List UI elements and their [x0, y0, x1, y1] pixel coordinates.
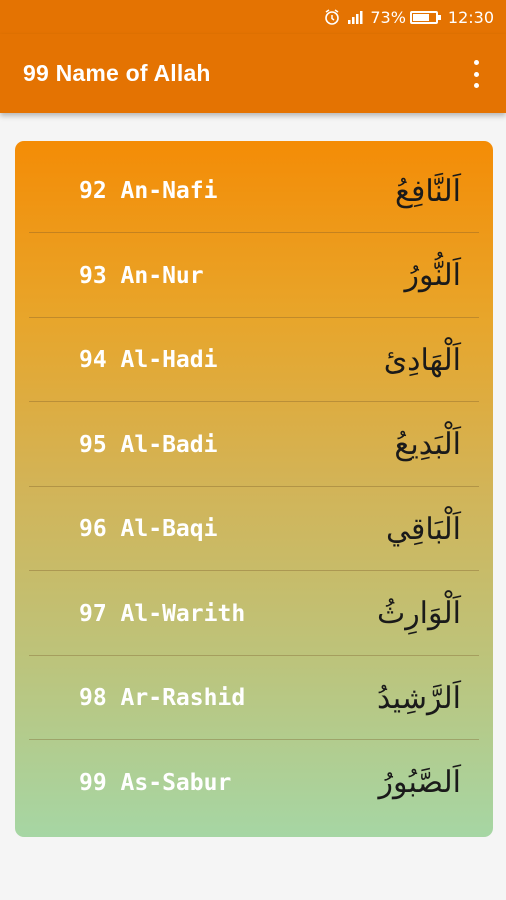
alarm-icon [324, 9, 340, 25]
arabic-name: اَلْبَاقِي [385, 511, 461, 547]
arabic-name: اَلرَّشِيدُ [377, 680, 461, 716]
clock: 12:30 [447, 7, 494, 27]
list-item[interactable] [29, 403, 479, 487]
arabic-name: اَلْبَدِيعُ [394, 427, 461, 462]
list-item[interactable] [29, 318, 479, 402]
app-bar [0, 34, 506, 113]
name-label: 98 Ar-Rashid [79, 685, 246, 711]
name-label: 93 An-Nur [79, 262, 204, 289]
list-item[interactable] [29, 741, 479, 825]
list-item[interactable] [29, 234, 479, 318]
battery-percent: 73% [370, 7, 406, 27]
name-label: 96 Al-Baqi [79, 516, 218, 542]
list-item[interactable] [29, 487, 479, 571]
list-item[interactable] [29, 572, 479, 656]
list-item[interactable] [29, 656, 479, 740]
arabic-name: اَلْهَادِئ [383, 342, 461, 378]
arabic-name: اَلنَّافِعُ [395, 173, 461, 209]
more-vert-icon[interactable] [466, 60, 486, 88]
name-label: 95 Al-Badi [79, 431, 218, 458]
arabic-name: اَلنُّورُ [404, 258, 461, 293]
battery-icon [410, 11, 438, 24]
arabic-name: اَلصَّبُورُ [378, 765, 461, 800]
status-bar [0, 0, 506, 34]
list-item[interactable] [29, 149, 479, 233]
name-label: 97 Al-Warith [79, 600, 246, 627]
names-list-card [15, 141, 493, 837]
name-label: 99 As-Sabur [79, 769, 232, 796]
app-title: 99 Name of Allah [23, 60, 211, 86]
name-label: 92 An-Nafi [79, 178, 218, 204]
arabic-name: اَلْوَارِثُ [376, 596, 461, 631]
name-label: 94 Al-Hadi [79, 347, 218, 373]
signal-icon [346, 9, 366, 25]
